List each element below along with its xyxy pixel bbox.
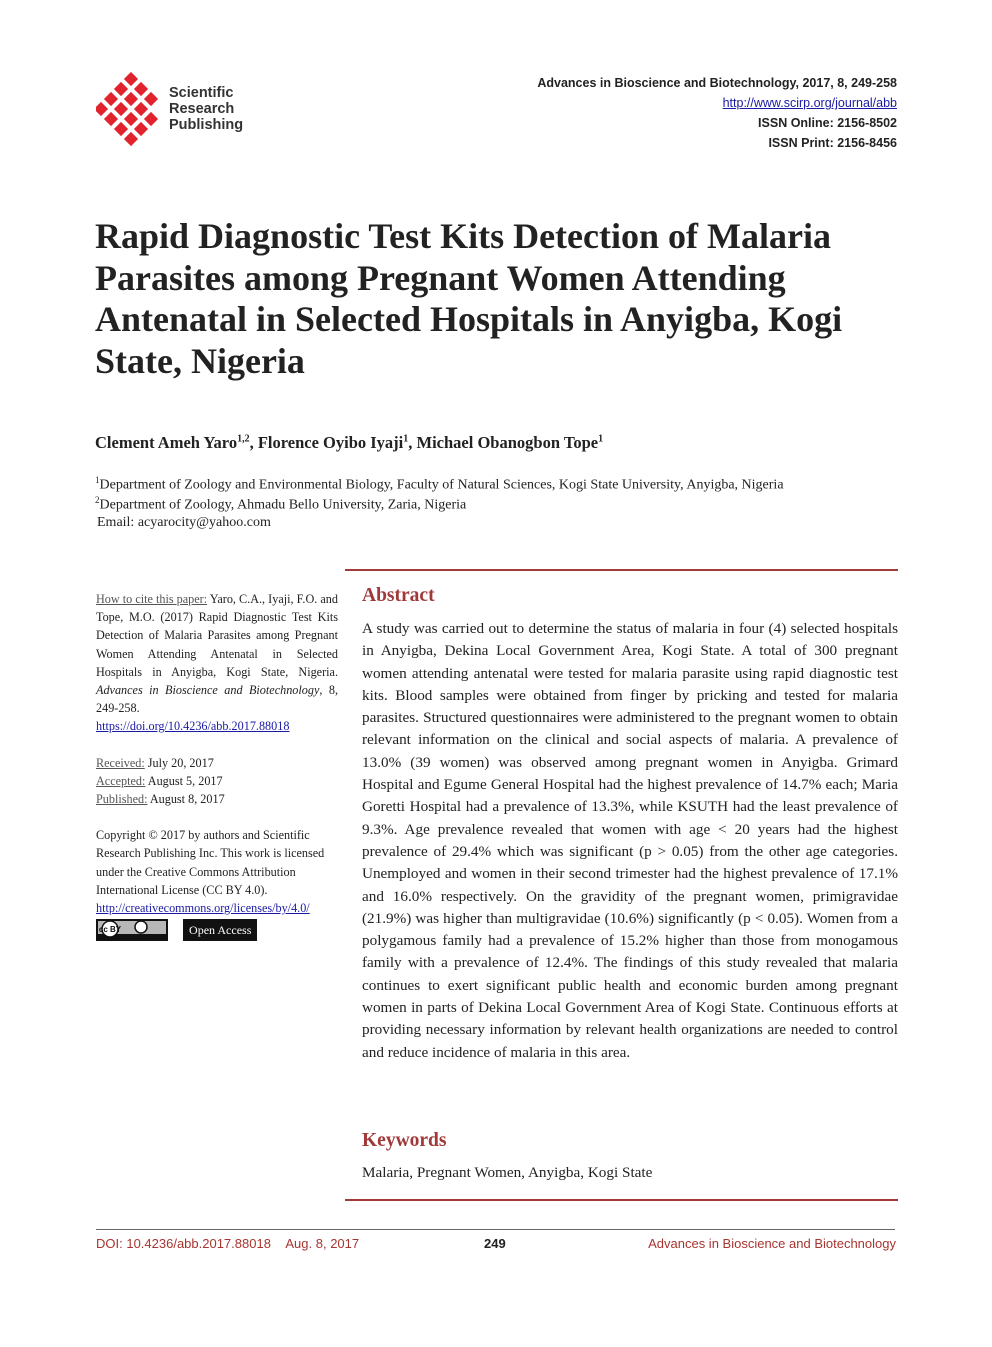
journal-url-link[interactable]: http://www.scirp.org/journal/abb	[722, 96, 897, 110]
author-sup: 1	[598, 433, 604, 445]
keywords-heading: Keywords	[362, 1130, 447, 1151]
cite-pages: , 8, 249-258.	[96, 683, 338, 716]
affiliation-sup: 1	[95, 475, 100, 485]
author-sup: 1,2	[237, 433, 250, 445]
copyright-text: Copyright © 2017 by authors and Scientific Research Publishing Inc. This work is licensed under the Creative Commons Attribution International License (CC BY 4.0).	[96, 828, 325, 897]
received-date: July 20, 2017	[147, 755, 214, 770]
article-sidebar	[96, 590, 338, 941]
publisher-logo	[96, 72, 276, 148]
affiliation-text: Department of Zoology and Environmental Biology, Faculty of Natural Sciences, Kogi State University, Anyigba, Nigeria	[99, 477, 784, 493]
logo-line-3: Publishing	[169, 117, 244, 133]
dates-block	[96, 754, 338, 809]
diamond-grid-icon	[96, 72, 166, 148]
abstract-heading: Abstract	[362, 585, 435, 606]
license-link[interactable]: http://creativecommons.org/licenses/by/4.0/	[96, 901, 310, 916]
open-access-badge[interactable]: Open Access	[183, 919, 257, 941]
abstract-top-rule	[345, 569, 898, 571]
affiliation-2	[95, 495, 466, 514]
received-label: Received:	[96, 755, 145, 770]
journal-citation: Advances in Bioscience and Biotechnology, 2017, 8, 249-258	[537, 76, 897, 90]
cc-badge-label: cc BY	[98, 925, 122, 935]
page-number: 249	[484, 1236, 506, 1251]
cc-by-badge[interactable]	[96, 919, 168, 941]
author-list: Clement Ameh Yaro$^{1,2}$, Florence Oyibo Iyaji$^1$, Michael Obanogbon Tope$^1$	[95, 433, 604, 452]
abstract-text: A study was carried out to determine the status of malaria in four (4) selected hospitals in Anyigba, Dekina Local Government Area, Kogi State. A total of 300 pregnant women attending antenatal were tested for malaria parasite using rapid diagnostic test kits. Blood samples were obtained from finger by pricking and tested for malaria parasites. Structured questionnaires were administered to the pregnant women to obtain relevant information on the clinical and social aspects of malaria. A prevalence of 13.0% (39 women) was observed among pregnant women in Anyigba. Grimard Hospital and Egume General Hospital had the highest prevalence of 14.7% each; Maria Goretti Hospital had a prevalence of 13.3%, while KSUTH had the least prevalence of 9.3%. Age prevalence revealed that women with age < 20 years had the highest prevalence of 29.4% which was significant (p > 0.05) from the other age categories. Unemployed and women in their second trimester had the highest prevalence of 17.1% and 16.0% respectively. On the gravidity of the pregnant women, primigravidae (21.9%) was higher than multigravidae (10.6%) significantly (p < 0.05). Women from a polygamous family had a prevalence of 15.2% higher than those from monogamous family with a prevalence of 12.4%. The findings of this study revealed that malaria continues to exert significant public health and economic burden among pregnant women in parts of Dekina Local Government Area of Kogi State. Continuous efforts at providing necessary information by relevant health organizations are needed to control and reduce incidence of malaria in this area.	[362, 620, 898, 1061]
doi-link[interactable]: https://doi.org/10.4236/abb.2017.88018	[96, 719, 290, 734]
abstract-bottom-rule	[345, 1199, 898, 1201]
creative-commons-icon	[96, 919, 168, 941]
cite-label: How to cite this paper:	[96, 592, 208, 606]
published-date: August 8, 2017	[149, 792, 225, 807]
footer-doi	[96, 1236, 359, 1251]
affiliation-sup: 2	[95, 495, 100, 505]
citation-block	[96, 590, 338, 736]
accepted-date: August 5, 2017	[147, 773, 223, 788]
author-name: Michael Obanogbon Tope	[416, 433, 599, 452]
footer-date: Aug. 8, 2017	[285, 1236, 360, 1251]
copyright-block	[96, 826, 338, 941]
issn-online: ISSN Online: 2156-8502	[758, 116, 897, 130]
logo-line-1: Scientific	[169, 85, 234, 101]
footer-rule	[96, 1229, 895, 1230]
paper-title: Rapid Diagnostic Test Kits Detection of Malaria Parasites among Pregnant Women Attending Antenatal in Selected Hospitals in Anyigba, Kogi State, Nigeria	[95, 216, 843, 381]
published-label: Published:	[96, 792, 148, 807]
author-email: Email: acyarocity@yahoo.com	[97, 515, 271, 530]
affiliation-1	[95, 475, 784, 494]
author-name: Clement Ameh Yaro	[95, 433, 238, 452]
cite-journal: Advances in Bioscience and Biotechnology	[96, 683, 320, 698]
journal-info	[537, 73, 897, 153]
footer-doi-text: DOI: 10.4236/abb.2017.88018	[96, 1236, 271, 1251]
issn-print: ISSN Print: 2156-8456	[768, 136, 897, 150]
page-footer	[96, 1236, 896, 1256]
author-name: Florence Oyibo Iyaji	[257, 433, 404, 452]
footer-journal: Advances in Bioscience and Biotechnology	[648, 1236, 896, 1251]
logo-line-2: Research	[169, 101, 235, 117]
author-sup: 1	[403, 433, 409, 445]
keywords-text: Malaria, Pregnant Women, Anyigba, Kogi State	[362, 1164, 653, 1181]
affiliation-text: Department of Zoology, Ahmadu Bello University, Zaria, Nigeria	[99, 497, 467, 513]
cite-text: Yaro, C.A., Iyaji, F.O. and Tope, M.O. (2017) Rapid Diagnostic Test Kits Detection of Malaria Parasites among Pregnant Women Attending Antenatal in Selected Hospitals in Anyigba, Kogi State, Nigeria.	[96, 592, 338, 679]
accepted-label: Accepted:	[96, 773, 146, 788]
